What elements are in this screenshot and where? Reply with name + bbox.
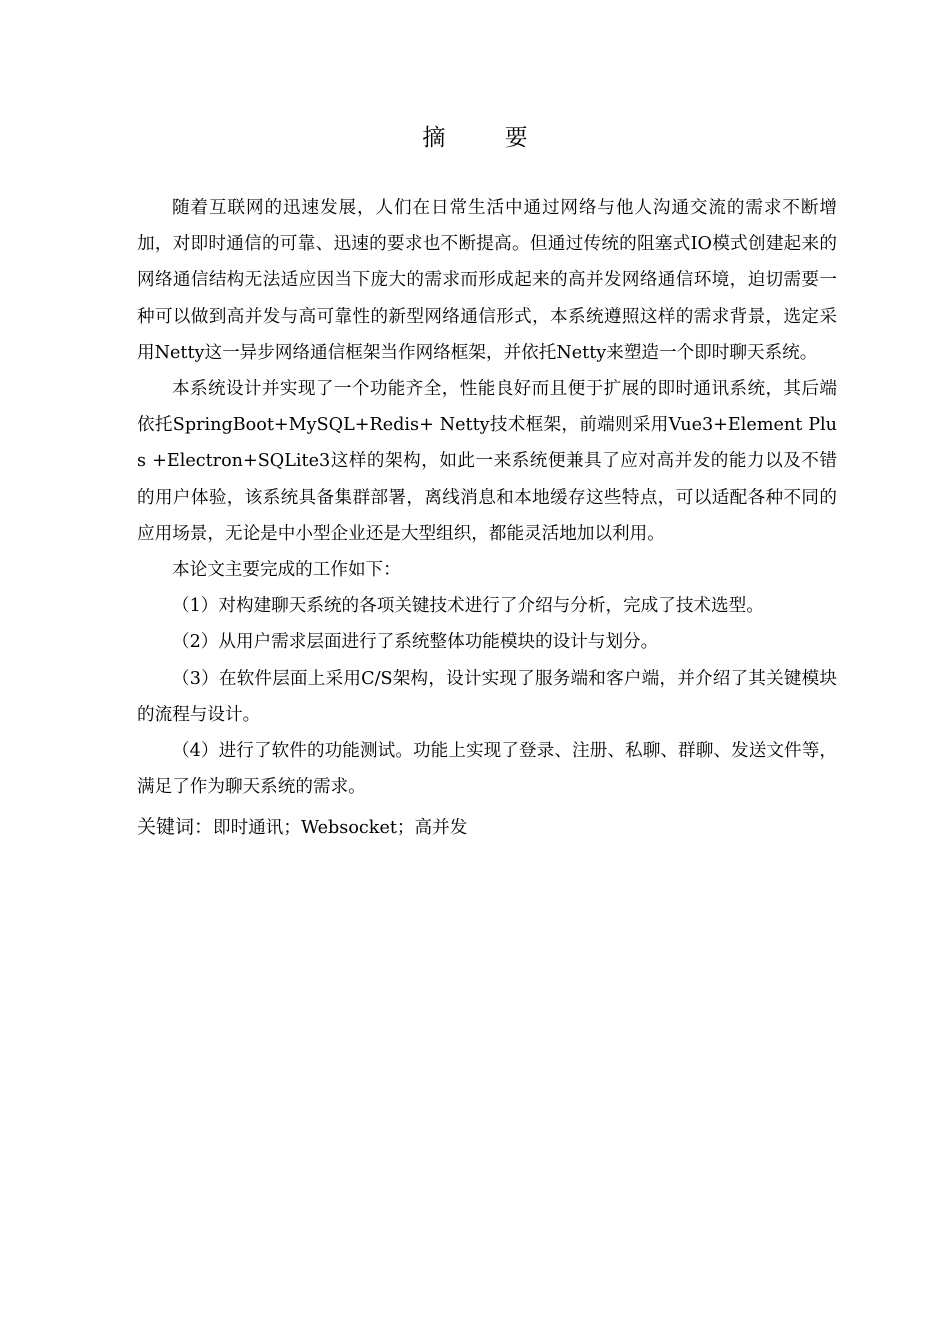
paragraph-work-item-4: （4）进行了软件的功能测试。功能上实现了登录、注册、私聊、群聊、发送文件等，满足了作为聊天系统的需求。 — [137, 741, 837, 798]
paragraph-system-overview: 本系统设计并实现了一个功能齐全，性能良好而且便于扩展的即时通讯系统，其后端依托SpringBoot+MySQL+Redis+ Netty技术框架，前端则采用Vue3+Element Plus +Electron+SQLite3这样的架构，如此一来系统便兼具了应对高并发的能力以及不错的用户体验，该系统具备集群部署，离线消息和本地缓存这些特点，可以适配各种不同的应用场景，无论是中小型企业还是大型组织，都能灵活地加以利用。 — [137, 379, 837, 544]
paragraph-work-item-1: （1）对构建聊天系统的各项关键技术进行了介绍与分析，完成了技术选型。 — [172, 596, 764, 617]
abstract-title: 摘 要 — [422, 125, 554, 151]
paragraph-background: 随着互联网的迅速发展，人们在日常生活中通过网络与他人沟通交流的需求不断增加，对即时通信的可靠、迅速的要求也不断提高。但通过传统的阻塞式IO模式创建起来的网络通信结构无法适应因当下庞大的需求而形成起来的高并发网络通信环境，迫切需要一种可以做到高并发与高可靠性的新型网络通信形式，本系统遵照这样的需求背景，选定采用Netty这一异步网络通信框架当作网络框架，并依托Netty来塑造一个即时聊天系统。 — [137, 198, 837, 363]
abstract-body — [137, 190, 837, 846]
paragraph-work-item-3: （3）在软件层面上采用C/S架构，设计实现了服务端和客户端，并介绍了其关键模块的流程与设计。 — [137, 668, 837, 725]
keywords-value: 即时通讯；Websocket；高并发 — [213, 818, 468, 839]
paragraph-work-item-2: （2）从用户需求层面进行了系统整体功能模块的设计与划分。 — [172, 632, 659, 653]
keywords-label: 关键词： — [137, 816, 214, 839]
keywords-line — [137, 809, 837, 846]
paragraph-work-intro: 本论文主要完成的工作如下： — [172, 560, 401, 581]
